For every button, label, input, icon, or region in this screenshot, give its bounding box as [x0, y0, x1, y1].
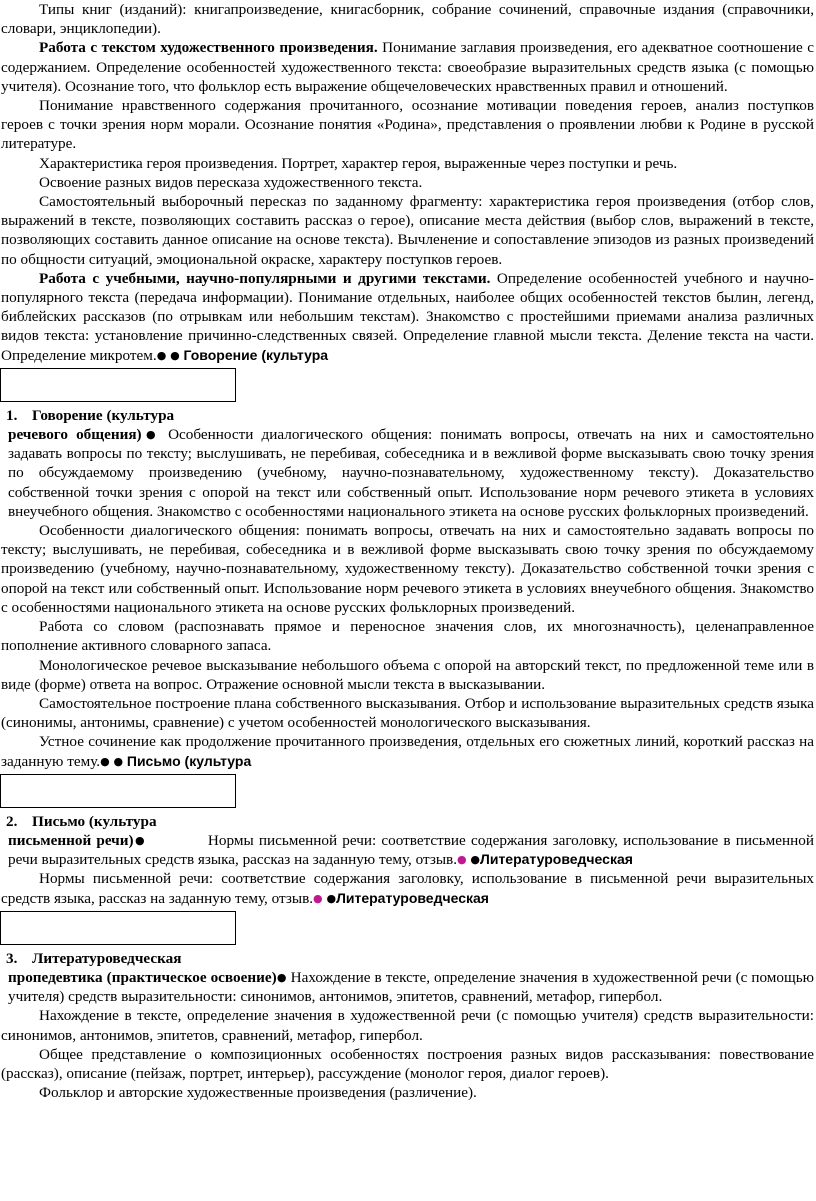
section-lead: Работа с текстом художественного произведения. [39, 39, 378, 57]
paragraph-hero-characteristic: Характеристика героя произведения. Портрет, характер героя, выраженные через поступки и речь. [39, 154, 678, 172]
inline-heading: Письмо (культура [126, 752, 252, 769]
paragraph-writing-norms: Нормы письменной речи: соответствие содержания заголовку, использование в письменной речи выразительных средств языка, рассказ на заданную тему, отзыв.● ●Литературоведческая [1, 870, 814, 907]
paragraph-folklore: Фольклор и авторские художественные произведения (различение). [39, 1084, 477, 1102]
heading-writing: 2. Письмо (культура [6, 812, 157, 830]
bullet-icon: ● [133, 833, 146, 847]
bullet-icon: ● [156, 348, 167, 362]
empty-frame [0, 368, 236, 402]
paragraph-composition: Общее представление о композиционных особенностях построения разных видов рассказывания: повествование (рассказ), описание (пейзаж, портрет, интерьер), рассуждение (монолог героя, диалог героев). [1, 1045, 814, 1082]
paragraph-work-with-text: Работа с текстом художественного произведения. Понимание заглавия произведения, его адекватное соотношение с содержанием. Определение особенностей художественного текста: своеобразие выразительных средств языка (с помощью учителя). Осознание того, что фольклор есть выражение общечеловеческих нравственных правил и отношений. [1, 39, 814, 95]
bullet-icon: ● [170, 348, 180, 362]
paragraph-word-work: Работа со словом (распознавать прямое и переносное значения слов, их многозначность), целенаправленное пополнение активного словарного запаса. [1, 618, 814, 655]
bullet-icon: ● [313, 891, 323, 905]
bullet-icon: ● [457, 853, 467, 867]
paragraph-educational-texts: Работа с учебными, научно-популярными и другими текстами. Определение особенностей учебного и научно-популярного текста (передача информации). Понимание отдельных, наиболее общих особенностей текстов былин, легенд, библейских рассказов (по отрывкам или небольшим текстам). Знакомство с простейшими приемами анализа различных видов текста: установление причинно-следственных связей. Определение главной мысли текста. Деление текста на части. Определение микротем.● ● Говорение (культура [1, 269, 814, 364]
paragraph-dialogue: Особенности диалогического общения: понимать вопросы, отвечать на них и самостоятельно задавать вопросы по тексту; выслушивать, не перебивая, собеседника и в вежливой форме высказывать свою точку зрения по обсуждаемому произведению (учебному, научно-познавательному, художественному тексту). Доказательство собственной точки зрения с опорой на текст или собственный опыт. Использование норм речевого этикета в условиях внеучебного общения. Знакомство с особенностями национального этикета на основе русских фольклорных произведений. [1, 522, 814, 616]
heading-speaking: 1. Говорение (культура [6, 406, 175, 424]
paragraph-moral-content: Понимание нравственного содержания прочитанного, осознание мотивации поведения героев, анализ поступков героев с точки зрения норм морали. Осознание понятия «Родина», представления о проявлении любви к Родине в русской литературе. [1, 97, 814, 153]
empty-frame [0, 911, 236, 945]
paragraph-expressive-means: Нахождение в тексте, определение значения в художественной речи (с помощью учителя) средств выразительности: синонимов, антонимов, эпитетов, сравнений, метафор, гипербол. [1, 1007, 814, 1044]
paragraph-plan: Самостоятельное построение плана собственного высказывания. Отбор и использование выразительных средств языка (синонимы, антонимы, сравнение) с учетом особенностей монологического высказывания. [1, 694, 814, 732]
inline-heading: Литературоведческая [480, 851, 633, 868]
paragraph-writing-intro: письменной речи)● Нормы письменной речи: соответствие содержания заголовку, использование в письменной речи выразительных средств языка, рассказ на заданную тему, отзыв.● ●Литературоведческая [8, 831, 814, 869]
bullet-icon: ● [141, 428, 160, 442]
bullet-icon: ● [276, 970, 287, 984]
inline-heading: Литературоведческая [336, 889, 489, 906]
heading-literary: 3. Литературоведческая [6, 949, 182, 967]
bullet-icon: ● [470, 853, 481, 867]
bullet-icon: ● [326, 891, 337, 905]
paragraph-selective-retelling: Самостоятельный выборочный пересказ по заданному фрагменту: характеристика героя произведения (отбор слов, выражений в тексте, позволяющих составить рассказ о герое), описание места действия (выбор слов, выражений в тексте, позволяющих составить данное описание на основе текста). Вычленение и сопоставление эпизодов из разных произведений по общности ситуаций, эмоциональной окраске, характеру поступков героев. [1, 193, 814, 268]
section-lead: Работа с учебными, научно-популярными и другими текстами. [39, 269, 491, 287]
bullet-icon: ● [113, 754, 124, 768]
paragraph-monologue: Монологическое речевое высказывание небольшого объема с опорой на авторский текст, по предложенной теме или в виде (форме) ответа на вопрос. Отражение основной мысли текста в высказывании. [1, 656, 814, 693]
empty-frame [0, 774, 236, 808]
inline-heading: Говорение (культура [183, 346, 329, 363]
paragraph-retelling-types: Освоение разных видов пересказа художественного текста. [39, 173, 423, 191]
paragraph-book-types: Типы книг (изданий): книгапроизведение, книгасборник, собрание сочинений, справочные издания (справочники, словари, энциклопедии). [1, 1, 814, 38]
bullet-icon: ● [100, 754, 110, 768]
paragraph-speaking-intro: речевого общения)● Особенности диалогического общения: понимать вопросы, отвечать на них и самостоятельно задавать вопросы по тексту; выслушивать, не перебивая, собеседника и в вежливой форме высказывать свою точку зрения по обсуждаемому произведению (учебному, научно-познавательному, художественному тексту). Доказательство собственной точки зрения с опорой на текст или собственный опыт. Использование норм речевого этикета в условиях внеучебного общения. Знакомство с особенностями национального этикета на основе русских фольклорных произведений. [8, 426, 815, 520]
paragraph-oral-composition: Устное сочинение как продолжение прочитанного произведения, отдельных его сюжетных линий, короткий рассказ на заданную тему.● ● Письмо (культура [1, 733, 814, 770]
paragraph-literary-intro: пропедевтика (практическое освоение)● Нахождение в тексте, определение значения в художественной речи (с помощью учителя) средств выразительности: синонимов, антонимов, эпитетов, сравнений, метафор, гипербол. [8, 968, 814, 1006]
